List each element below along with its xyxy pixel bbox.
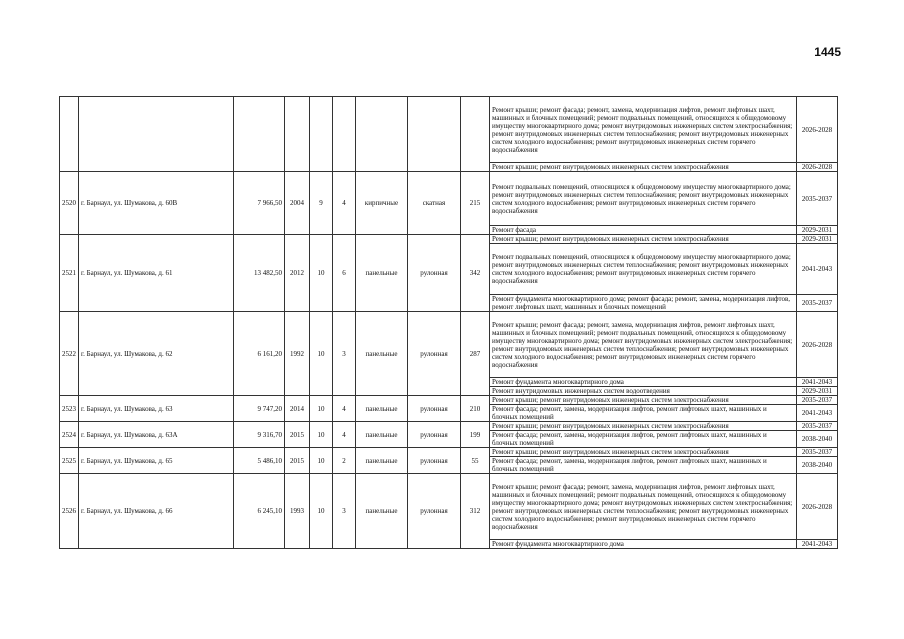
- table-row: [60, 422, 838, 431]
- work-description-cell: Ремонт фасада; ремонт, замена, модернизация лифтов, ремонт лифтовых шахт, машинных и блочных помещений: [490, 457, 797, 474]
- address-cell: г. Барнаул, ул. Шумакова, д. 63А: [79, 422, 234, 448]
- work-description-cell: Ремонт крыши; ремонт внутридомовых инженерных систем электроснабжения: [490, 235, 797, 244]
- floors-cell: 9: [310, 172, 333, 235]
- work-description-cell: Ремонт подвальных помещений, относящихся к общедомовому имуществу многоквартирного дома; ремонт внутридомовых инженерных систем теплоснабжения; ремонт внутридомовых инженерных систем холодного водоснабжения; ремонт внутридомовых инженерных систем горячего водоснабжения: [490, 172, 797, 226]
- work-description-cell: Ремонт крыши; ремонт внутридомовых инженерных систем электроснабжения: [490, 422, 797, 431]
- roof-type-cell: [408, 97, 461, 172]
- period-cell: 2038-2040: [797, 431, 838, 448]
- table-row: [60, 474, 838, 540]
- house-number-cell: 2525: [60, 448, 79, 474]
- floors-cell: 10: [310, 396, 333, 422]
- period-cell: 2035-2037: [797, 448, 838, 457]
- roof-type-cell: скатная: [408, 172, 461, 235]
- work-description-cell: Ремонт фасада: [490, 226, 797, 235]
- floors-cell: 10: [310, 422, 333, 448]
- work-description-cell: Ремонт крыши; ремонт внутридомовых инженерных систем электроснабжения: [490, 396, 797, 405]
- residents-cell: [461, 97, 490, 172]
- residents-cell: 342: [461, 235, 490, 312]
- work-description-cell: Ремонт крыши; ремонт внутридомовых инженерных систем электроснабжения: [490, 163, 797, 172]
- wall-material-cell: панельные: [356, 422, 408, 448]
- period-cell: 2029-2031: [797, 235, 838, 244]
- address-cell: г. Барнаул, ул. Шумакова, д. 60В: [79, 172, 234, 235]
- period-cell: 2041-2043: [797, 244, 838, 295]
- work-description-cell: Ремонт подвальных помещений, относящихся к общедомовому имуществу многоквартирного дома; ремонт внутридомовых инженерных систем теплоснабжения; ремонт внутридомовых инженерных систем холодного водоснабжения; ремонт внутридомовых инженерных систем горячего водоснабжения: [490, 244, 797, 295]
- work-description-cell: Ремонт фундамента многоквартирного дома: [490, 540, 797, 549]
- period-cell: 2035-2037: [797, 295, 838, 312]
- period-cell: 2029-2031: [797, 387, 838, 396]
- wall-material-cell: панельные: [356, 448, 408, 474]
- area-cell: [234, 97, 285, 172]
- table-row: [60, 312, 838, 378]
- area-cell: 6 245,10: [234, 474, 285, 549]
- entrances-cell: 4: [333, 172, 356, 235]
- table-body: [60, 97, 838, 549]
- wall-material-cell: панельные: [356, 312, 408, 396]
- year-cell: 1993: [285, 474, 310, 549]
- house-number-cell: 2523: [60, 396, 79, 422]
- table-row: [60, 235, 838, 244]
- period-cell: 2026-2028: [797, 163, 838, 172]
- entrances-cell: 4: [333, 396, 356, 422]
- work-description-cell: Ремонт внутридомовых инженерных систем водоотведения: [490, 387, 797, 396]
- house-number-cell: 2520: [60, 172, 79, 235]
- table-row: [60, 172, 838, 226]
- table-row: [60, 97, 838, 163]
- roof-type-cell: рулонная: [408, 474, 461, 549]
- residents-cell: 287: [461, 312, 490, 396]
- year-cell: 2015: [285, 422, 310, 448]
- period-cell: 2038-2040: [797, 457, 838, 474]
- roof-type-cell: рулонная: [408, 396, 461, 422]
- area-cell: 6 161,20: [234, 312, 285, 396]
- address-cell: г. Барнаул, ул. Шумакова, д. 66: [79, 474, 234, 549]
- house-number-cell: 2521: [60, 235, 79, 312]
- house-number-cell: [60, 97, 79, 172]
- work-description-cell: Ремонт фасада; ремонт, замена, модернизация лифтов, ремонт лифтовых шахт, машинных и блочных помещений: [490, 405, 797, 422]
- period-cell: 2035-2037: [797, 396, 838, 405]
- residents-cell: 215: [461, 172, 490, 235]
- floors-cell: 10: [310, 474, 333, 549]
- entrances-cell: 2: [333, 448, 356, 474]
- work-description-cell: Ремонт крыши; ремонт фасада; ремонт, замена, модернизация лифтов, ремонт лифтовых шахт, машинных и блочных помещений; ремонт подвальных помещений, относящихся к общедомовому имуществу многоквартирного дома; ремонт внутридомовых инженерных систем электроснабжения; ремонт внутридомовых инженерных систем теплоснабжения; ремонт внутридомовых инженерных систем холодного водоснабжения; ремонт внутридомовых инженерных систем горячего водоснабжения: [490, 312, 797, 378]
- period-cell: 2026-2028: [797, 312, 838, 378]
- area-cell: 9 747,20: [234, 396, 285, 422]
- entrances-cell: 6: [333, 235, 356, 312]
- table-row: [60, 448, 838, 457]
- house-number-cell: 2526: [60, 474, 79, 549]
- work-description-cell: Ремонт фундамента многоквартирного дома; ремонт фасада; ремонт, замена, модернизация лифтов, ремонт лифтовых шахт, машинных и блочных помещений: [490, 295, 797, 312]
- work-description-cell: Ремонт фундамента многоквартирного дома: [490, 378, 797, 387]
- work-description-cell: Ремонт крыши; ремонт фасада; ремонт, замена, модернизация лифтов, ремонт лифтовых шахт, машинных и блочных помещений; ремонт подвальных помещений, относящихся к общедомовому имуществу многоквартирного дома; ремонт внутридомовых инженерных систем электроснабжения; ремонт внутридомовых инженерных систем теплоснабжения; ремонт внутридомовых инженерных систем холодного водоснабжения; ремонт внутридомовых инженерных систем горячего водоснабжения: [490, 97, 797, 163]
- wall-material-cell: панельные: [356, 396, 408, 422]
- wall-material-cell: панельные: [356, 235, 408, 312]
- residents-cell: 210: [461, 396, 490, 422]
- residents-cell: 312: [461, 474, 490, 549]
- area-cell: 13 482,50: [234, 235, 285, 312]
- period-cell: 2041-2043: [797, 378, 838, 387]
- period-cell: 2035-2037: [797, 172, 838, 226]
- wall-material-cell: [356, 97, 408, 172]
- year-cell: 2004: [285, 172, 310, 235]
- entrances-cell: [333, 97, 356, 172]
- wall-material-cell: кирпичные: [356, 172, 408, 235]
- period-cell: 2041-2043: [797, 540, 838, 549]
- residents-cell: 55: [461, 448, 490, 474]
- area-cell: 9 316,70: [234, 422, 285, 448]
- year-cell: 1992: [285, 312, 310, 396]
- address-cell: г. Барнаул, ул. Шумакова, д. 63: [79, 396, 234, 422]
- roof-type-cell: рулонная: [408, 448, 461, 474]
- table-row: [60, 396, 838, 405]
- house-number-cell: 2522: [60, 312, 79, 396]
- residents-cell: 199: [461, 422, 490, 448]
- entrances-cell: 4: [333, 422, 356, 448]
- period-cell: 2026-2028: [797, 97, 838, 163]
- address-cell: г. Барнаул, ул. Шумакова, д. 61: [79, 235, 234, 312]
- roof-type-cell: рулонная: [408, 422, 461, 448]
- area-cell: 7 966,50: [234, 172, 285, 235]
- address-cell: г. Барнаул, ул. Шумакова, д. 65: [79, 448, 234, 474]
- year-cell: 2014: [285, 396, 310, 422]
- page-number: 1445: [814, 45, 841, 59]
- roof-type-cell: рулонная: [408, 235, 461, 312]
- work-description-cell: Ремонт крыши; ремонт внутридомовых инженерных систем электроснабжения: [490, 448, 797, 457]
- period-cell: 2026-2028: [797, 474, 838, 540]
- floors-cell: [310, 97, 333, 172]
- area-cell: 5 486,10: [234, 448, 285, 474]
- period-cell: 2035-2037: [797, 422, 838, 431]
- address-cell: г. Барнаул, ул. Шумакова, д. 62: [79, 312, 234, 396]
- work-description-cell: Ремонт фасада; ремонт, замена, модернизация лифтов, ремонт лифтовых шахт, машинных и блочных помещений: [490, 431, 797, 448]
- period-cell: 2041-2043: [797, 405, 838, 422]
- address-cell: [79, 97, 234, 172]
- repair-schedule-table: [59, 96, 838, 549]
- floors-cell: 10: [310, 448, 333, 474]
- entrances-cell: 3: [333, 474, 356, 549]
- floors-cell: 10: [310, 235, 333, 312]
- work-description-cell: Ремонт крыши; ремонт фасада; ремонт, замена, модернизация лифтов, ремонт лифтовых шахт, машинных и блочных помещений; ремонт подвальных помещений, относящихся к общедомовому имуществу многоквартирного дома; ремонт внутридомовых инженерных систем электроснабжения; ремонт внутридомовых инженерных систем теплоснабжения; ремонт внутридомовых инженерных систем холодного водоснабжения; ремонт внутридомовых инженерных систем горячего водоснабжения: [490, 474, 797, 540]
- year-cell: 2015: [285, 448, 310, 474]
- wall-material-cell: панельные: [356, 474, 408, 549]
- year-cell: [285, 97, 310, 172]
- house-number-cell: 2524: [60, 422, 79, 448]
- year-cell: 2012: [285, 235, 310, 312]
- roof-type-cell: рулонная: [408, 312, 461, 396]
- floors-cell: 10: [310, 312, 333, 396]
- period-cell: 2029-2031: [797, 226, 838, 235]
- entrances-cell: 3: [333, 312, 356, 396]
